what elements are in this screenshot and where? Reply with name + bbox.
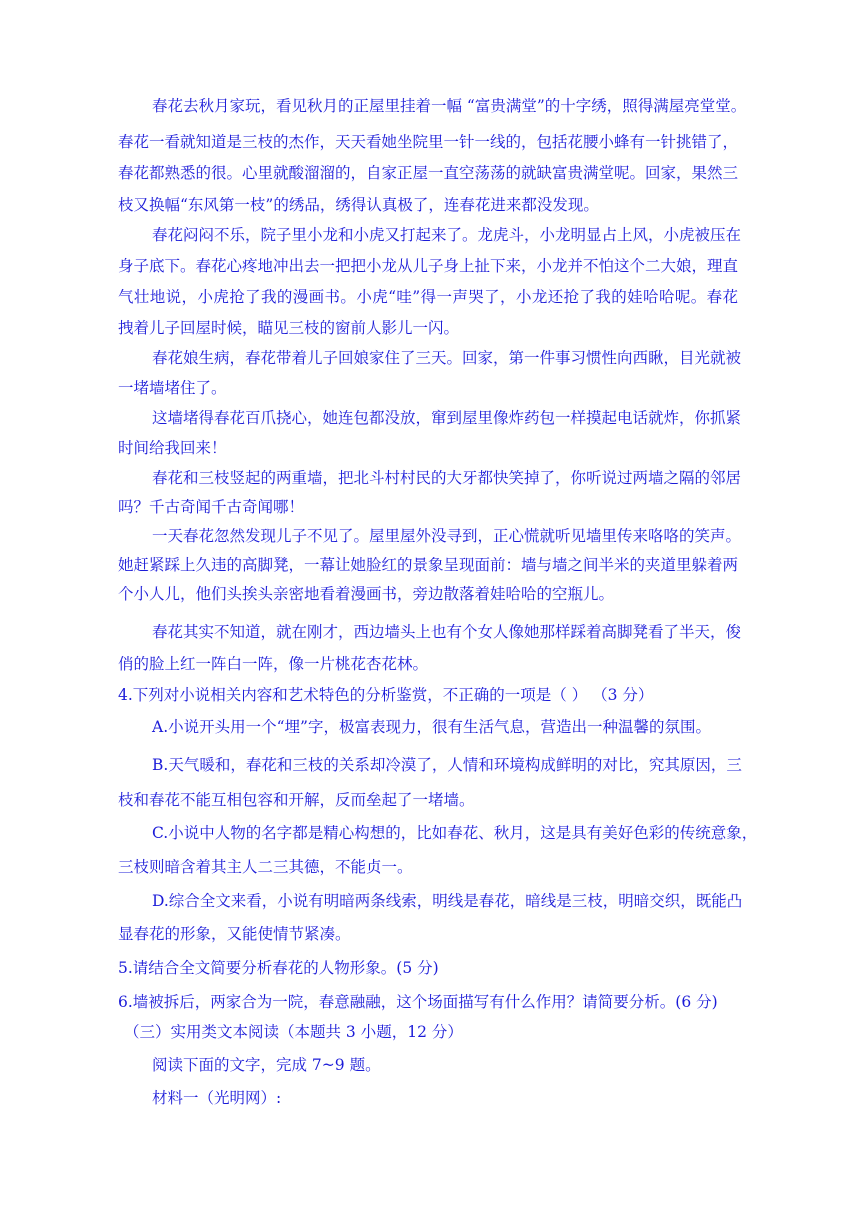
passage-p2-line-1: 春花闷闷不乐，院子里小龙和小虎又打起来了。龙虎斗，小龙明显占上风，小虎被压在 xyxy=(152,226,742,244)
passage-p5-line-2: 吗？千古奇闻千古奇闻哪！ xyxy=(118,498,305,516)
passage-p4-line-2: 时间给我回来！ xyxy=(118,439,227,457)
question-4-option-c-line-2: 三枝则暗含着其主人二三其德，不能贞一。 xyxy=(118,858,413,876)
question-5: 5.请结合全文简要分析春花的人物形象。(5 分) xyxy=(118,959,439,977)
question-4-stem: 4.下列对小说相关内容和艺术特色的分析鉴赏，不正确的一项是（ ） （3 分） xyxy=(118,686,654,704)
passage-p4-line-1: 这墙堵得春花百爪挠心，她连包都没放，窜到屋里像炸药包一样摸起电话就炸，你抓紧 xyxy=(152,409,742,427)
passage-p3-line-1: 春花娘生病，春花带着儿子回娘家住了三天。回家，第一件事习惯性向西瞅，目光就被 xyxy=(152,349,742,367)
question-4-option-b-line-1: B.天气暖和，春花和三枝的关系却冷漠了，人情和环境构成鲜明的对比，究其原因，三 xyxy=(152,756,742,774)
passage-p6-line-2: 她赶紧踩上久违的高脚凳，一幕让她脸红的景象呈现面前：墙与墙之间半米的夹道里躲着两 xyxy=(118,556,739,574)
section-3-title: （三）实用类文本阅读（本题共 3 小题，12 分） xyxy=(124,1023,463,1041)
passage-p7-line-1: 春花其实不知道，就在刚才，西边墙头上也有个女人像她那样踩着高脚凳看了半天，俊 xyxy=(152,623,742,641)
section-3-instruction: 阅读下面的文字，完成 7~9 题。 xyxy=(152,1056,381,1074)
passage-p1-line-1: 春花去秋月家玩，看见秋月的正屋里挂着一幅 “富贵满堂”的十字绣，照得满屋亮堂堂。 xyxy=(152,97,747,115)
passage-p2-line-4: 拽着儿子回屋时候，瞄见三枝的窗前人影儿一闪。 xyxy=(118,319,460,337)
question-4-option-c-line-1: C.小说中人物的名字都是精心构想的，比如春花、秋月，这是具有美好色彩的传统意象， xyxy=(152,824,758,842)
passage-p2-line-2: 身子底下。春花心疼地冲出去一把把小龙从儿子身上扯下来，小龙并不怕这个二大娘，理直 xyxy=(118,257,739,275)
passage-p1-line-3: 春花都熟悉的很。心里就酸溜溜的，自家正屋一直空荡荡的就缺富贵满堂呢。回家，果然三 xyxy=(118,164,739,182)
question-4-option-d-line-1: D.综合全文来看，小说有明暗两条线索，明线是春花，暗线是三枝，明暗交织，既能凸 xyxy=(152,892,743,910)
passage-p3-line-2: 一堵墙堵住了。 xyxy=(118,379,227,397)
passage-p6-line-1: 一天春花忽然发现儿子不见了。屋里屋外没寻到，正心慌就听见墙里传来咯咯的笑声。 xyxy=(152,527,742,545)
passage-p7-line-2: 俏的脸上红一阵白一阵，像一片桃花杏花林。 xyxy=(118,655,429,673)
material-1-heading: 材料一（光明网）: xyxy=(152,1089,282,1107)
passage-p2-line-3: 气壮地说，小虎抢了我的漫画书。小虎“哇”得一声哭了，小龙还抢了我的娃哈哈呢。春花 xyxy=(118,288,738,306)
passage-p1-line-4: 枝又换幅“东风第一枝”的绣品，绣得认真极了，连春花进来都没发现。 xyxy=(118,196,599,214)
passage-p5-line-1: 春花和三枝竖起的两重墙，把北斗村村民的大牙都快笑掉了，你听说过两墙之隔的邻居 xyxy=(152,469,742,487)
question-4-option-b-line-2: 枝和春花不能互相包容和开解，反而垒起了一堵墙。 xyxy=(118,791,475,809)
passage-p6-line-3: 个小人儿，他们头挨头亲密地看着漫画书，旁边散落着娃哈哈的空瓶儿。 xyxy=(118,585,615,603)
question-4-option-d-line-2: 显春花的形象，又能使情节紧凑。 xyxy=(118,925,351,943)
question-4-option-a: A.小说开头用一个“埋”字，极富表现力，很有生活气息，营造出一种温馨的氛围。 xyxy=(152,718,711,736)
question-6: 6.墙被拆后，两家合为一院，春意融融，这个场面描写有什么作用？请简要分析。(6 分) xyxy=(118,993,718,1011)
passage-p1-line-2: 春花一看就知道是三枝的杰作，天天看她坐院里一针一线的，包括花腰小蜂有一针挑错了， xyxy=(118,133,739,151)
